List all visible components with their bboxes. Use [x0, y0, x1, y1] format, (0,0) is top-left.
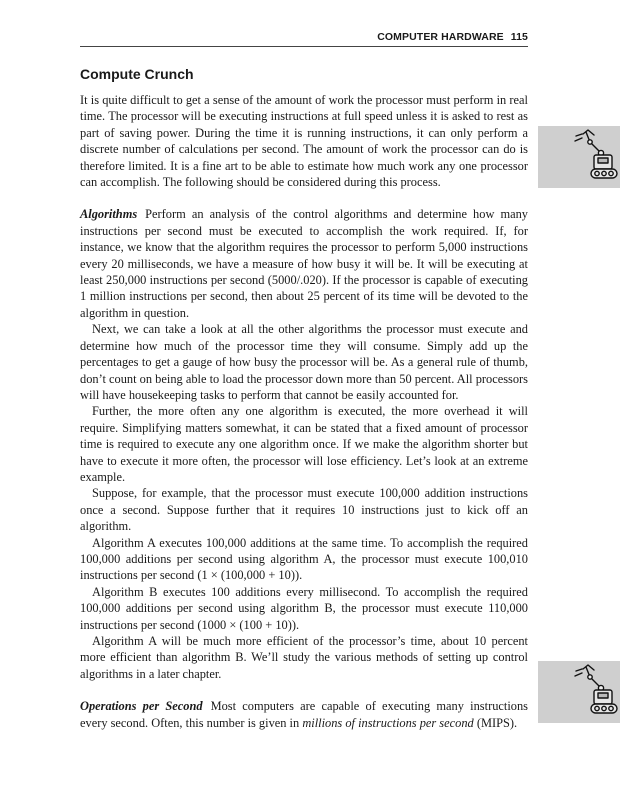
section-title: Compute Crunch [80, 66, 194, 82]
robot-thumb-tab-icon-2 [538, 661, 620, 723]
algorithms-paragraph-1 [80, 206, 528, 321]
page-number: 115 [510, 31, 528, 43]
algorithms-paragraph-5: Algorithm A executes 100,000 additions at the same time. To accomplish the required 100,000 additions per second using algorithm A, the processor must execute 100,010 instructions per second (1 × (100,000 + 10)). [80, 535, 528, 583]
algorithms-paragraph-7: Algorithm A will be much more efficient of the processor’s time, about 10 percent more efficient than algorithm B. We’ll study the various methods of setting up control algorithms in a later chapter. [80, 634, 528, 681]
algorithms-paragraph-6: Algorithm B executes 100 additions every millisecond. To accomplish the required 100,000 additions per second using algorithm B, the processor must execute 110,000 instructions per second (1000 × (100 + 10)). [80, 584, 528, 632]
intro-paragraph: It is quite difficult to get a sense of the amount of work the processor must perform in real time. The processor will be executing instructions at full speed unless it is asked to rest as part of saving power. During the time it is running instructions, it can only perform a discrete number of calculations per second. The amount of work the processor can do is therefore limited. It is a fine art to be able to estimate how much work any one processor can accomplish. The following should be considered during this process. [80, 93, 528, 190]
robot-icon [538, 126, 620, 188]
body-text [80, 92, 528, 731]
running-header-title: COMPUTER HARDWARE [377, 31, 504, 43]
algorithms-paragraph-4: Suppose, for example, that the processor must execute 100,000 addition instructions once a second. Suppose further that it requires 10 instructions just to kick off an algorithm. [80, 486, 528, 534]
ops-text-before: Most computers are capable of executing many instructions every second. Often, this number is given in [80, 699, 528, 730]
ops-term: millions of instructions per second [302, 715, 474, 730]
robot-thumb-tab-icon [538, 126, 620, 188]
ops-run-in-head: Operations per Second [80, 699, 203, 714]
running-header [80, 31, 528, 47]
algorithms-run-in-head: Algorithms [80, 207, 138, 222]
robot-icon [538, 661, 620, 723]
algorithms-paragraph-3: Further, the more often any one algorithm is executed, the more overhead it will require. Simplifying matters somewhat, it can be stated that a fixed amount of processor time is required to execute any one algorithm once. If we make the algorithm shorter but have to execute it more often, the processor will lose efficiency. Let’s look at an extreme example. [80, 404, 528, 484]
ops-text-after: (MIPS). [476, 715, 518, 730]
algorithms-paragraph-1-text: Perform an analysis of the control algorithms and determine how many instructions per second must be executed to accomplish the work required. If, for instance, we know that the algorithm requires the processor to perform 5,000 instructions every 20 milliseconds, we have a measure of how busy it will be. It will be executing at least 250,000 instructions per second (5000/.020). If the processor is capable of executing 1 million instructions per second, then about 25 percent of its time will be devoted to the algorithm in question. [80, 207, 528, 320]
ops-paragraph [80, 698, 528, 731]
algorithms-paragraph-2: Next, we can take a look at all the other algorithms the processor must execute and determine how much of the processor time they will consume. Simply add up the percentages to get a gauge of how busy the processor will be. As a general rule of thumb, don’t count on being able to load the processor down more than 50 percent. All processors will have housekeeping tasks to perform that cannot be easily accounted for. [80, 322, 528, 402]
